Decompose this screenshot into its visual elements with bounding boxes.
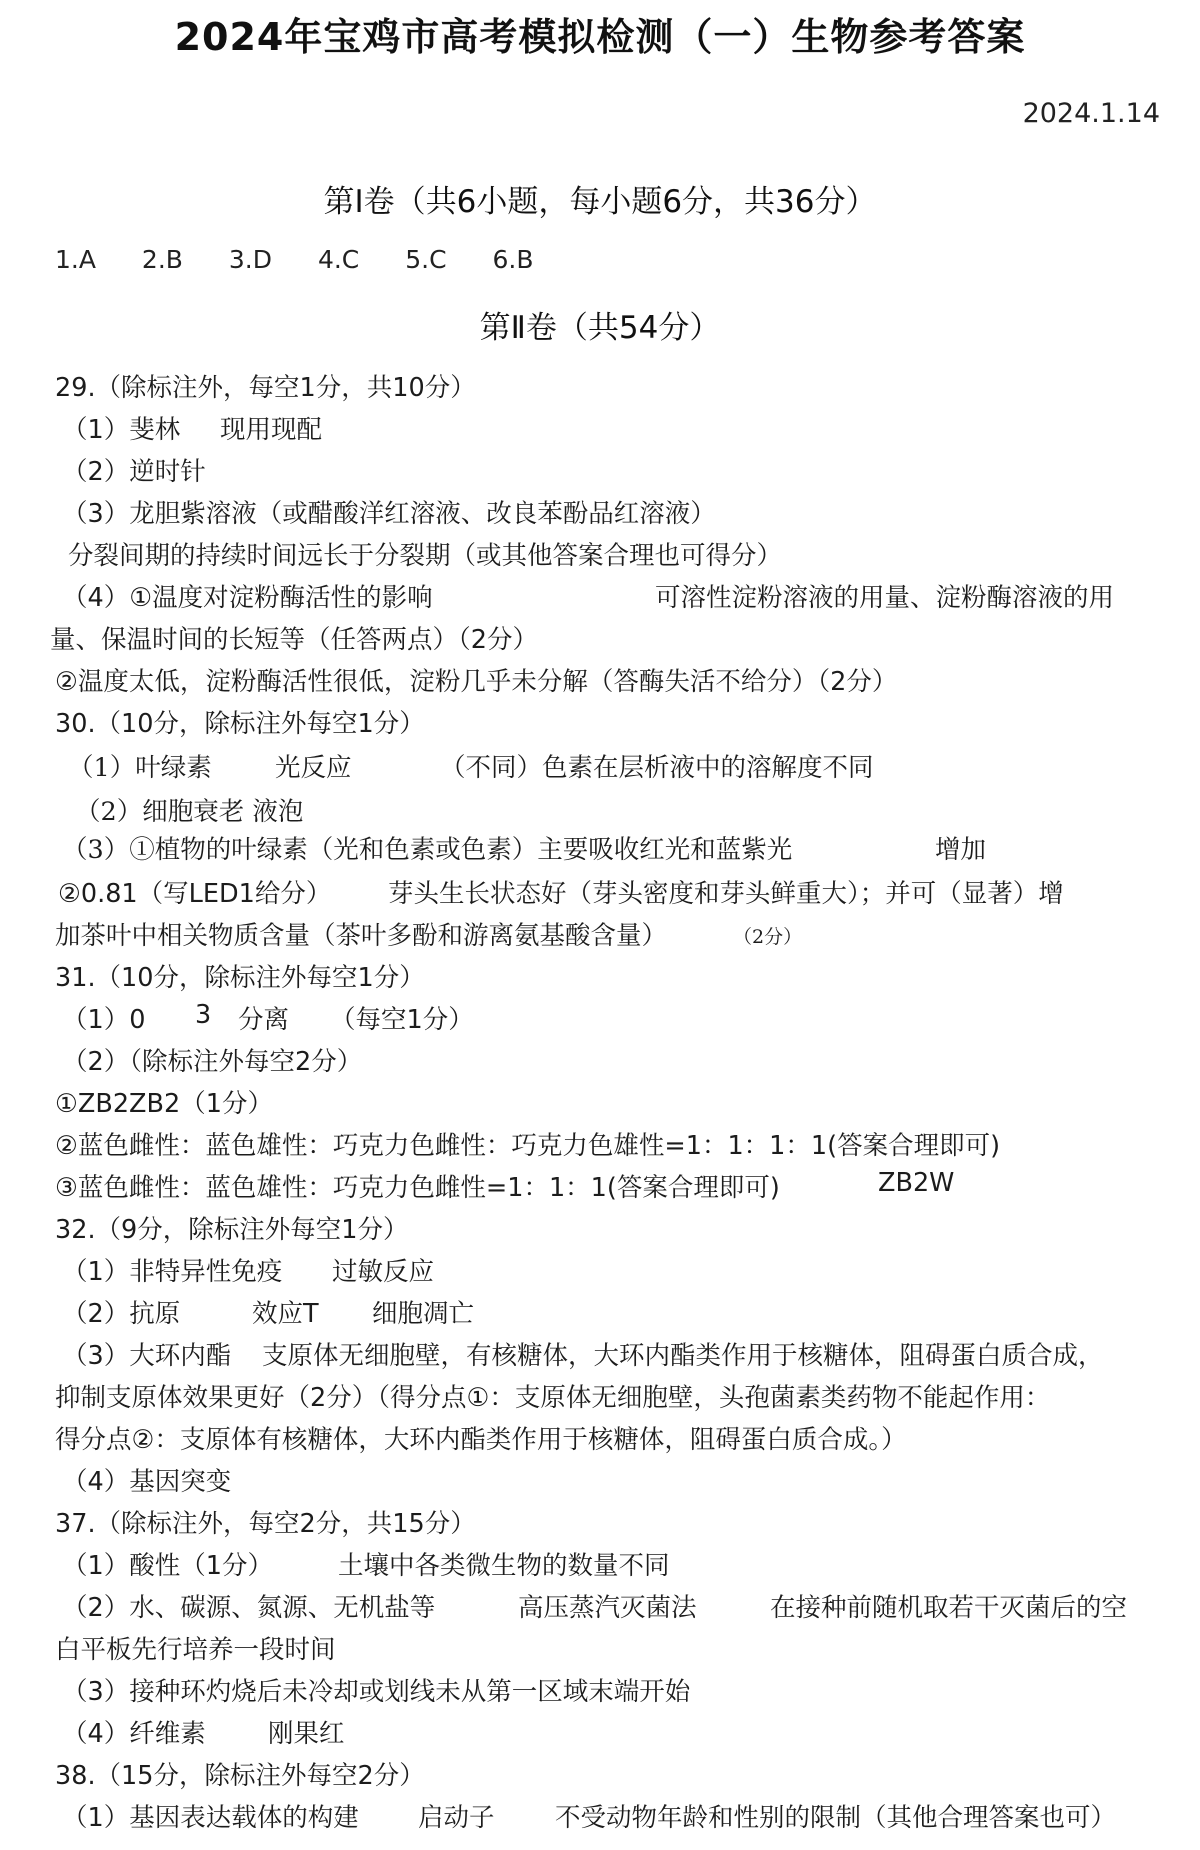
q29-answer-1b: 现用现配 — [220, 415, 323, 445]
document-title: 2024年宝鸡市高考模拟检测（一）生物参考答案 — [174, 15, 1026, 59]
q37-answer-1b: 土壤中各类微生物的数量不同 — [338, 1551, 670, 1581]
answer-item: 5.C — [405, 245, 447, 274]
q29-answer-3b: 分裂间期的持续时间远长于分裂期（或其他答案合理也可得分） — [68, 541, 783, 571]
q32-answer-2c: 细胞凋亡 — [372, 1299, 475, 1329]
answer-item: 4.C — [317, 245, 360, 274]
q32-answer-3c: 抑制支原体效果更好（2分）（得分点①：支原体无细胞壁，头孢菌素类药物不能起作用： — [55, 1383, 1051, 1413]
q37-answer-4b: 刚果红 — [268, 1719, 345, 1749]
q29-answer-4d: ②温度太低，淀粉酶活性很低，淀粉几乎未分解（答酶失活不给分）（2分） — [55, 667, 898, 697]
q38-answer-1: （1）基因表达载体的构建 — [62, 1803, 359, 1833]
q30-answer-3c: ②0.81（写LED1给分） — [58, 879, 332, 909]
q29-answer-4b: 可溶性淀粉溶液的用量、淀粉酶溶液的用 — [655, 583, 1115, 613]
q31-answer-2b: ②蓝色雌性：蓝色雄性：巧克力色雌性：巧克力色雄性=1：1：1：1(答案合理即可) — [55, 1131, 1001, 1161]
q32-answer-4: （4）基因突变 — [62, 1467, 232, 1497]
q29-heading: 29.（除标注外，每空1分，共10分） — [55, 373, 476, 403]
q37-answer-1: （1）酸性（1分） — [62, 1551, 273, 1581]
q37-answer-2c: 在接种前随机取若干灭菌后的空 — [770, 1593, 1128, 1623]
section1-heading: 第Ⅰ卷（共6小题，每小题6分，共36分） — [323, 184, 877, 220]
q38-answer-1b: 启动子 — [418, 1803, 495, 1833]
q32-answer-1: （1）非特异性免疫 — [62, 1257, 283, 1287]
q30-heading: 30.（10分，除标注外每空1分） — [55, 709, 425, 739]
q32-answer-2b: 效应T — [252, 1299, 319, 1329]
answer-item: 1.A — [55, 245, 96, 274]
section2-heading: 第Ⅱ卷（共54分） — [479, 310, 721, 346]
q30-answer-3b: 增加 — [935, 835, 987, 865]
q31-heading: 31.（10分，除标注外每空1分） — [55, 963, 425, 993]
q31-answer-2a: ①ZB2ZB2（1分） — [55, 1089, 273, 1119]
answer-item: 3.D — [228, 245, 272, 274]
q30-answer-3f: （2分） — [733, 926, 803, 948]
answer-item: 6.B — [492, 245, 534, 274]
q30-answer-3: （3）①植物的叶绿素（光和色素或色素）主要吸收红光和蓝紫光 — [62, 835, 793, 865]
q37-answer-4: （4）纤维素 — [62, 1719, 206, 1749]
q31-answer-2: （2）（除标注外每空2分） — [62, 1047, 363, 1077]
q32-answer-1b: 过敏反应 — [332, 1257, 435, 1287]
q32-answer-3: （3）大环内酯 — [62, 1341, 232, 1371]
q30-answer-2: （2）细胞衰老 液泡 — [75, 797, 304, 827]
q32-answer-2: （2）抗原 — [62, 1299, 181, 1329]
q31-answer-1d: （每空1分） — [330, 1005, 474, 1035]
q29-answer-1: （1）斐林 — [62, 415, 181, 445]
q30-answer-1c: （不同）色素在层析液中的溶解度不同 — [440, 753, 874, 783]
q37-answer-2: （2）水、碳源、氮源、无机盐等 — [62, 1593, 436, 1623]
choice-answers — [55, 245, 572, 274]
q30-answer-3d: 芽头生长状态好（芽头密度和芽头鲜重大）；并可（显著）增 — [388, 879, 1064, 909]
q29-answer-3: （3）龙胆紫溶液（或醋酸洋红溶液、改良苯酚品红溶液） — [62, 499, 716, 529]
q32-heading: 32.（9分，除标注外每空1分） — [55, 1215, 409, 1245]
q31-answer-1: （1）0 — [62, 1005, 146, 1035]
answer-item: 2.B — [141, 245, 183, 274]
q29-answer-2: （2）逆时针 — [62, 457, 206, 487]
q31-answer-2c: ③蓝色雌性：蓝色雄性：巧克力色雌性=1：1：1(答案合理即可) — [55, 1173, 780, 1203]
q30-answer-3e: 加茶叶中相关物质含量（茶叶多酚和游离氨基酸含量） — [55, 921, 668, 951]
q29-answer-4: （4）①温度对淀粉酶活性的影响 — [62, 583, 433, 613]
q37-answer-2b: 高压蒸汽灭菌法 — [518, 1593, 697, 1623]
q29-answer-4c: 量、保温时间的长短等（任答两点）（2分） — [50, 625, 538, 655]
document-date: 2024.1.14 — [1022, 98, 1160, 129]
q37-heading: 37.（除标注外，每空2分，共15分） — [55, 1509, 476, 1539]
q32-answer-3b: 支原体无细胞壁，有核糖体，大环内酯类作用于核糖体，阻碍蛋白质合成， — [262, 1341, 1104, 1371]
q32-answer-3d: 得分点②：支原体有核糖体，大环内酯类作用于核糖体，阻碍蛋白质合成。） — [55, 1425, 907, 1455]
q37-answer-3: （3）接种环灼烧后未冷却或划线未从第一区域末端开始 — [62, 1677, 691, 1707]
q30-answer-1: （1）叶绿素 — [68, 753, 212, 783]
q38-answer-1c: 不受动物年龄和性别的限制（其他合理答案也可） — [555, 1803, 1117, 1833]
q30-answer-1b: 光反应 — [275, 753, 352, 783]
q38-heading: 38.（15分，除标注外每空2分） — [55, 1761, 425, 1791]
q31-answer-1c: 分离 — [238, 1005, 290, 1035]
q31-answer-1b: 3 — [195, 1000, 212, 1030]
q37-answer-2d: 白平板先行培养一段时间 — [55, 1635, 336, 1665]
q31-answer-2d: ZB2W — [878, 1168, 955, 1198]
